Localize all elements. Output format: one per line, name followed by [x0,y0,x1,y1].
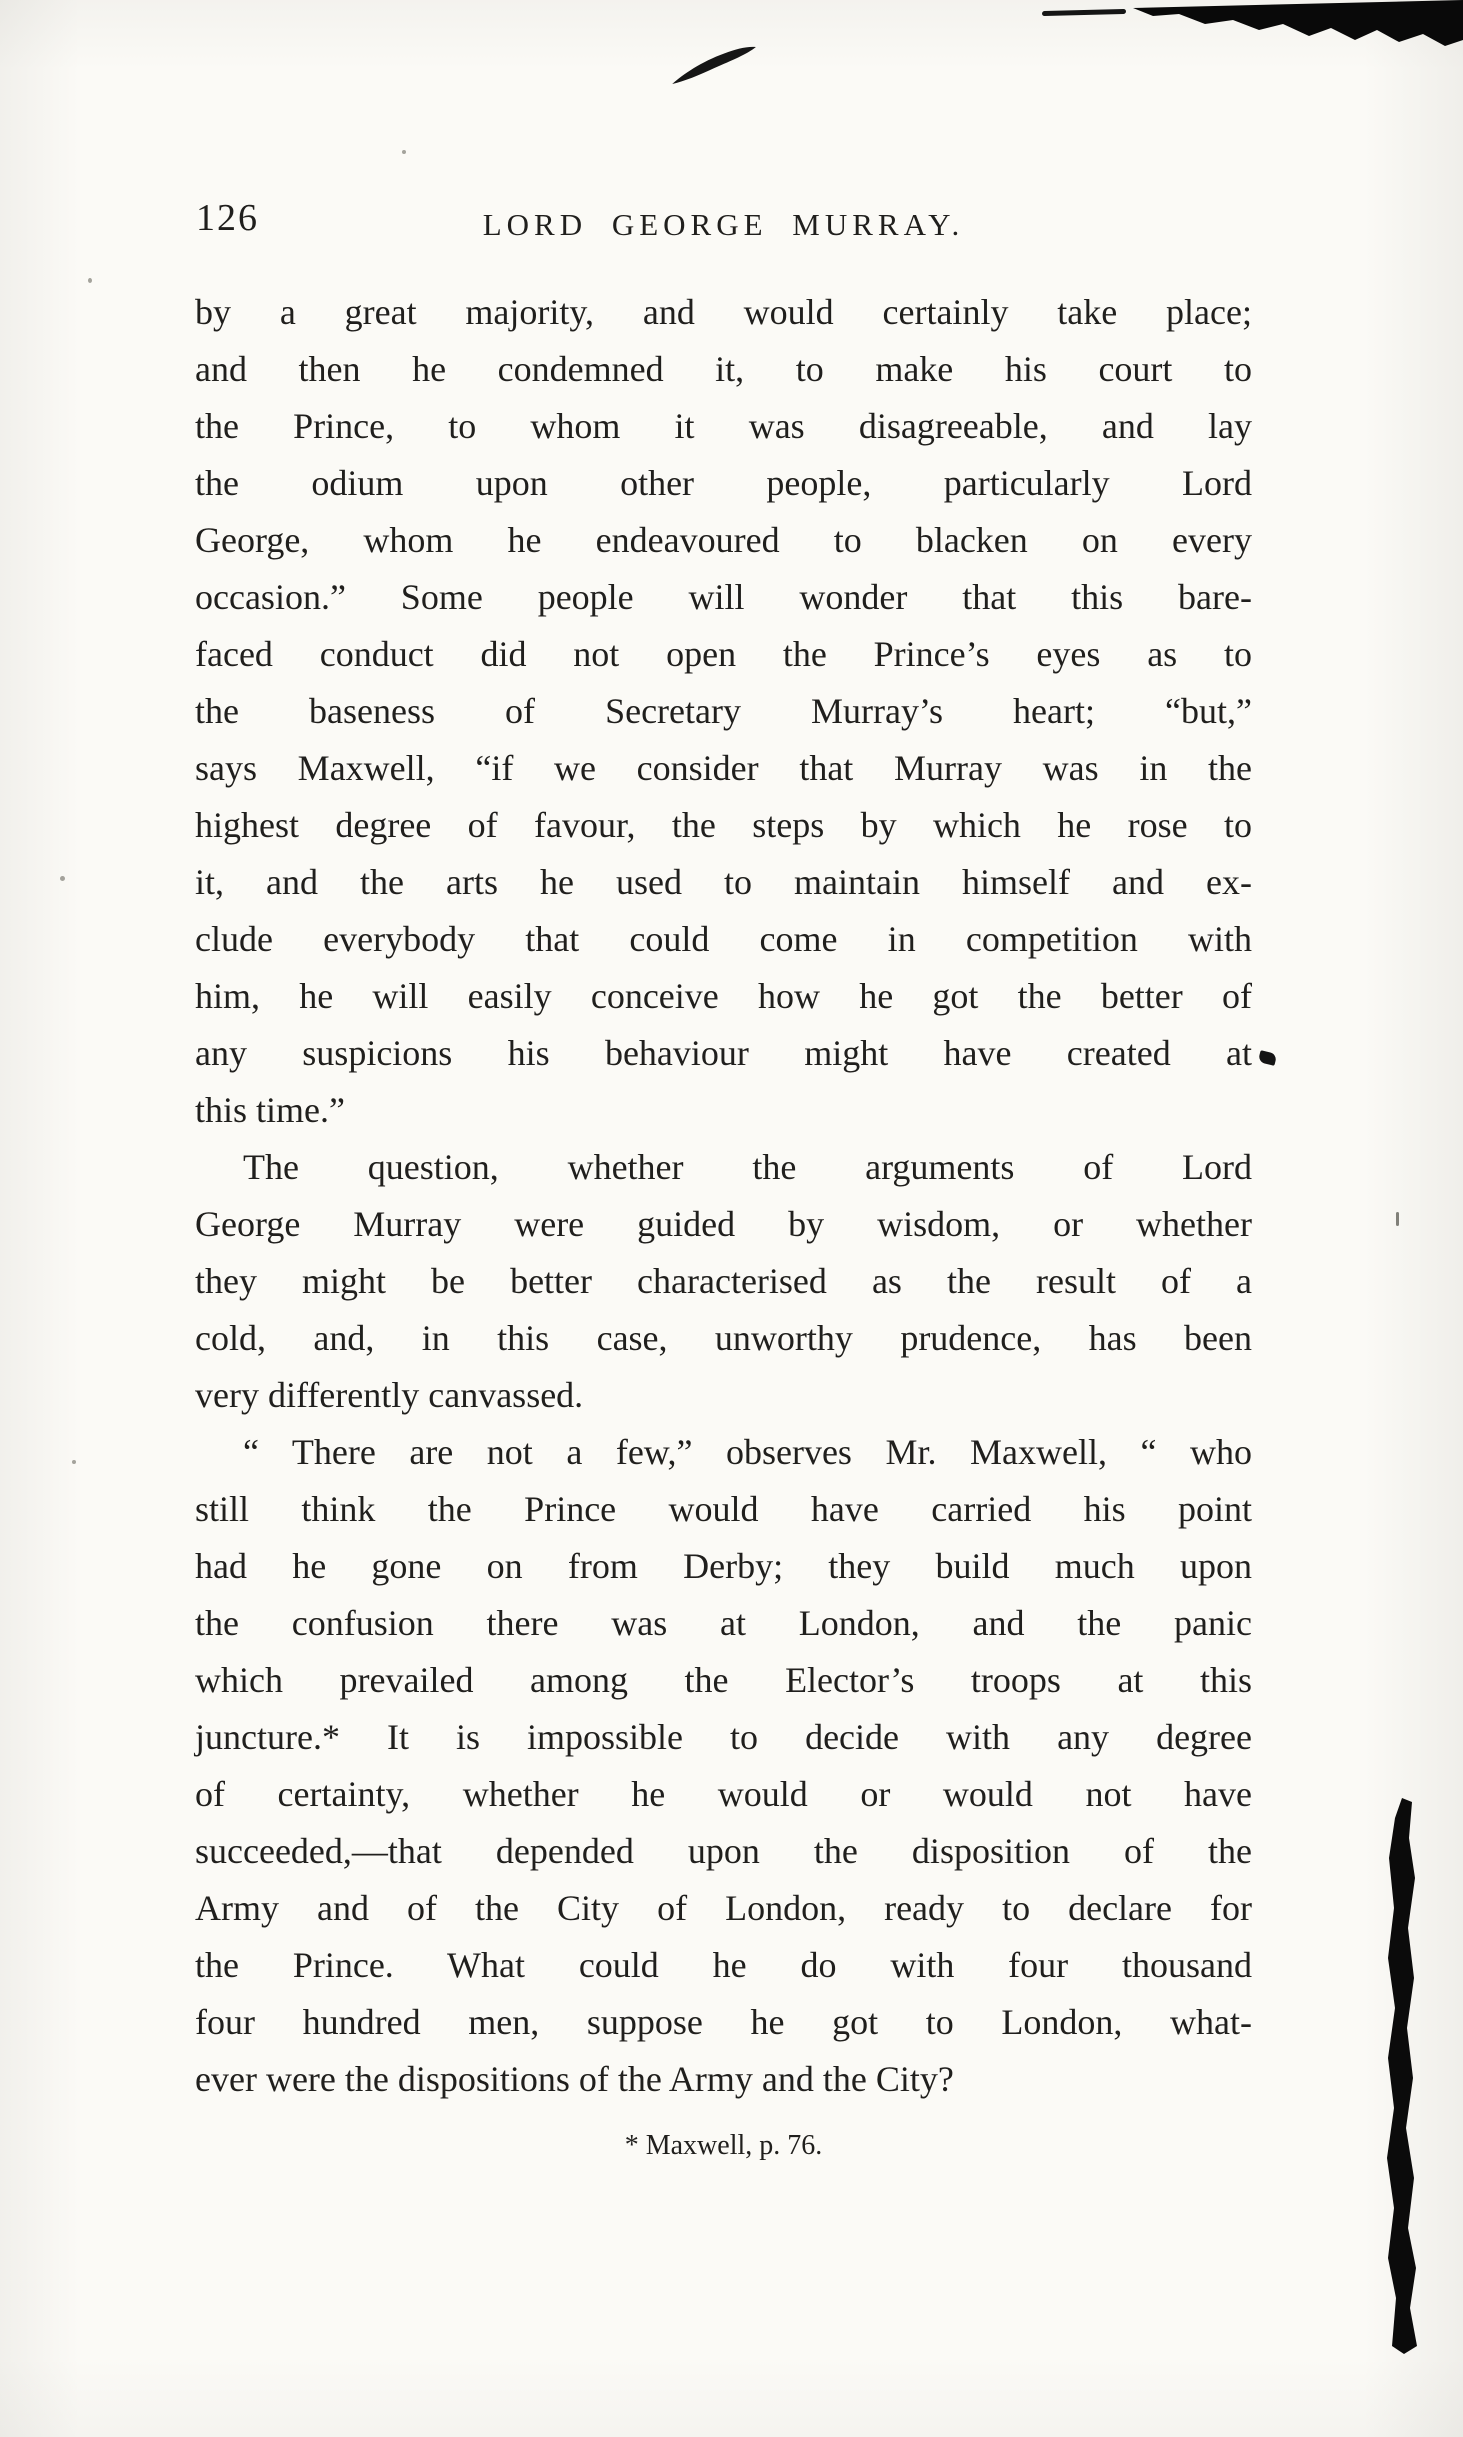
text-line: it, and the arts he used to maintain himself and ex- [195,862,1252,902]
text-line: faced conduct did not open the Prince’s eyes as to [195,634,1252,674]
paper-speck [1396,1212,1399,1226]
text-line: still think the Prince would have carried his point [195,1489,1252,1529]
text-line: any suspicions his behaviour might have created at [195,1033,1252,1073]
text-line: The question, whether the arguments of Lord [243,1147,1252,1187]
text-line: says Maxwell, “if we consider that Murray was in the [195,748,1252,788]
torn-edge-line [1042,9,1126,16]
text-line: juncture.* It is impossible to decide with any degree [195,1717,1252,1757]
paragraph [195,1139,1252,1424]
paragraph [195,1424,1252,2108]
text-line: highest degree of favour, the steps by which he rose to [195,805,1252,845]
running-header: LORD GEORGE MURRAY. [482,207,965,242]
paragraph [195,284,1252,1139]
text-line: the confusion there was at London, and the panic [195,1603,1252,1643]
paper-speck [60,876,65,881]
text-line: four hundred men, suppose he got to London, what- [195,2002,1252,2042]
text-line: George Murray were guided by wisdom, or whether [195,1204,1252,1244]
text-line: by a great majority, and would certainly take place; [195,292,1252,332]
text-block [195,284,1252,2108]
text-line: the baseness of Secretary Murray’s heart; “but,” [195,691,1252,731]
text-line: very differently canvassed. [195,1375,584,1415]
text-line: which prevailed among the Elector’s troops at this [195,1660,1252,1700]
text-line: the Prince. What could he do with four thousand [195,1945,1252,1985]
text-line: ever were the dispositions of the Army and the City? [195,2059,954,2099]
text-line: occasion.” Some people will wonder that this bare- [195,577,1252,617]
text-line: they might be better characterised as the result of a [195,1261,1252,1301]
text-line: him, he will easily conceive how he got the better of [195,976,1252,1016]
paper-speck [402,150,406,154]
page-number: 126 [196,197,259,239]
text-line: “ There are not a few,” observes Mr. Maxwell, “ who [243,1432,1252,1472]
text-line: cold, and, in this case, unworthy prudence, has been [195,1318,1252,1358]
text-line: and then he condemned it, to make his court to [195,349,1252,389]
text-line: had he gone on from Derby; they build much upon [195,1546,1252,1586]
paper-speck [72,1460,76,1464]
ink-smudge [666,44,761,87]
ink-blot-icon [1258,1050,1277,1066]
text-line: this time.” [195,1090,345,1130]
paper-speck [88,278,92,283]
text-line: Army and of the City of London, ready to declare for [195,1888,1252,1928]
text-line: the Prince, to whom it was disagreeable, and lay [195,406,1252,446]
text-line: George, whom he endeavoured to blacken on every [195,520,1252,560]
binding-shadow [1382,1798,1418,2354]
footnote: * Maxwell, p. 76. [624,2130,823,2161]
text-line: succeeded,—that depended upon the disposition of the [195,1831,1252,1871]
torn-corner-shadow [1133,0,1463,50]
text-line: the odium upon other people, particularly Lord [195,463,1252,503]
text-line: of certainty, whether he would or would not have [195,1774,1252,1814]
text-line: clude everybody that could come in competition with [195,919,1252,959]
